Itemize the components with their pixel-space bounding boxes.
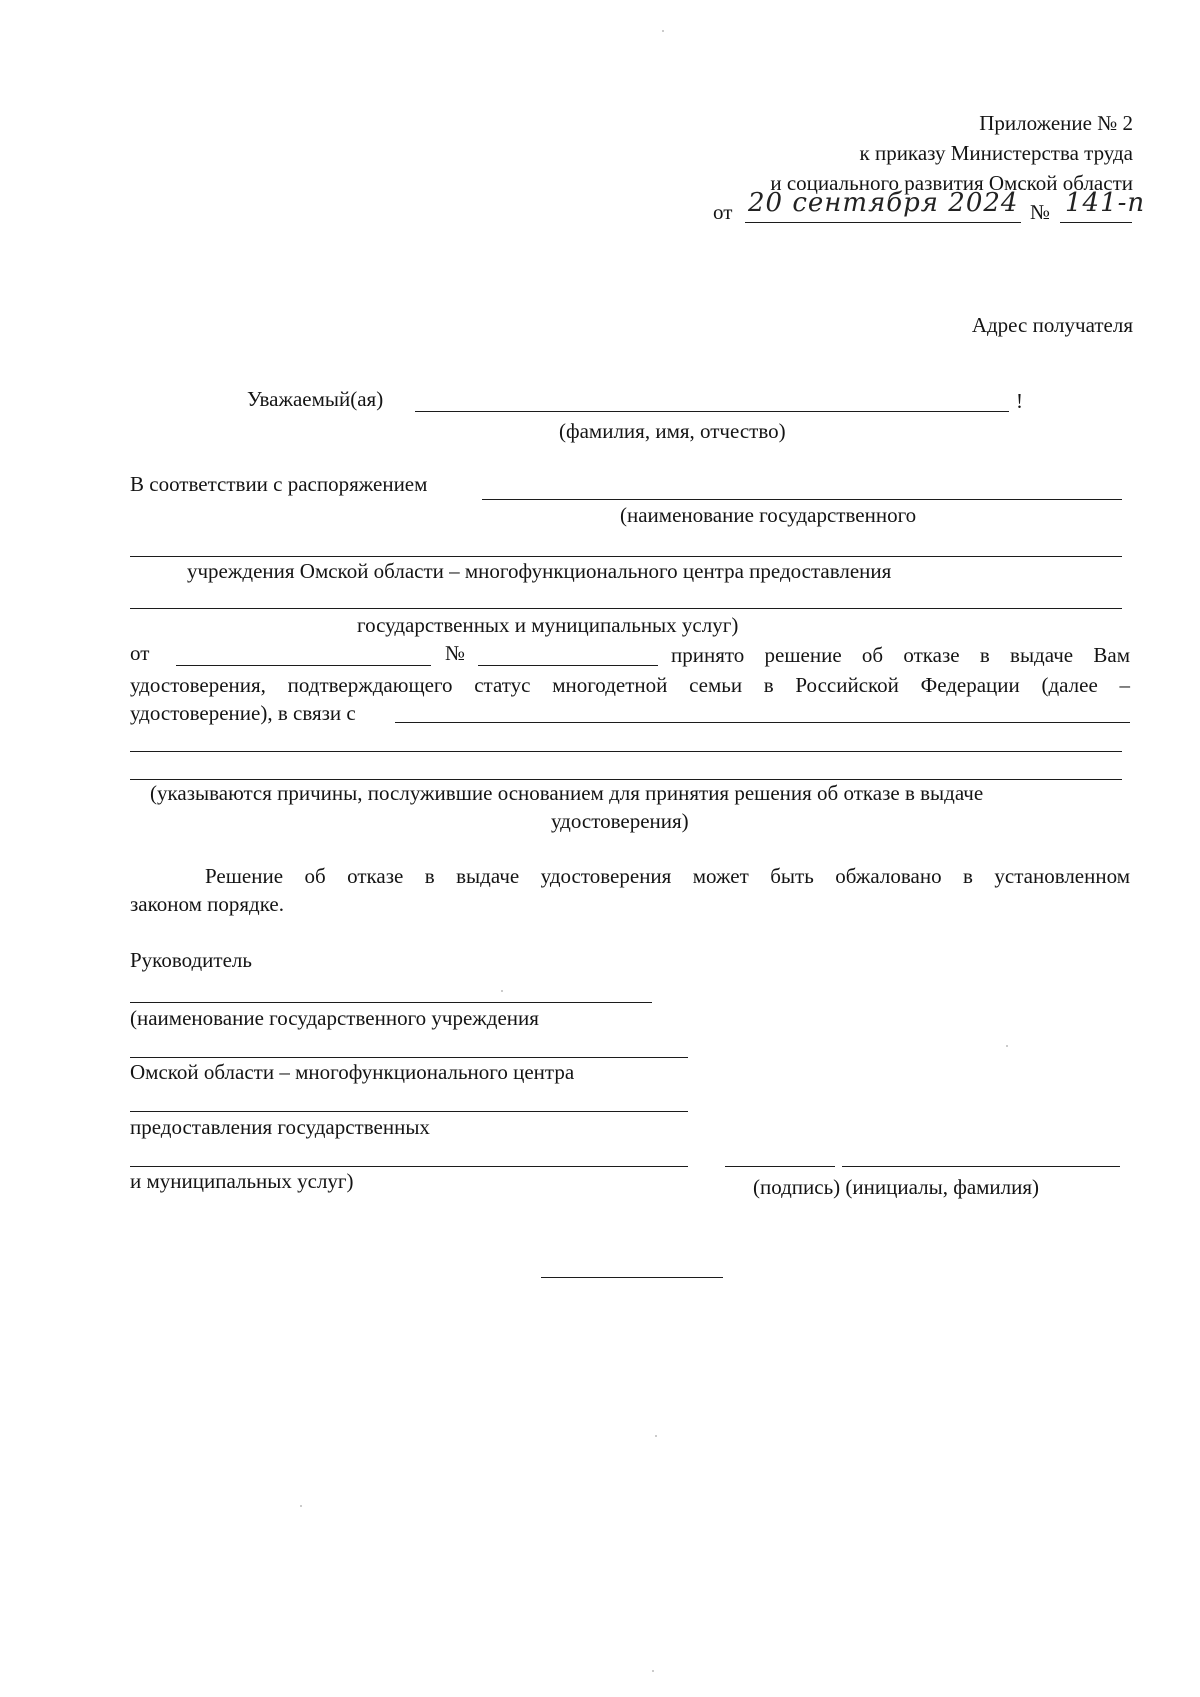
full-name-caption: (фамилия, имя, отчество): [559, 419, 786, 443]
reason-line-3: [130, 779, 1122, 780]
reasons-caption-1: (указываются причины, послужившие основанием для принятия решения об отказе в выдаче: [150, 781, 984, 805]
greeting-label: Уважаемый(ая): [247, 387, 384, 411]
signature-caption: (подпись) (инициалы, фамилия): [753, 1175, 1040, 1199]
scan-speck: [655, 1435, 657, 1437]
greeting-exclamation: !: [1016, 389, 1023, 413]
org-line-4: [130, 1166, 688, 1167]
scan-speck: [501, 990, 503, 992]
decision-number-line: [478, 665, 658, 666]
institution-line-3: [130, 608, 1122, 609]
date-prefix: от: [713, 200, 733, 224]
according-to-text: В соответствии с распоряжением: [130, 472, 428, 496]
number-prefix: №: [1030, 200, 1051, 224]
org-line-2: [130, 1057, 688, 1058]
decision-date-line: [176, 665, 431, 666]
certificate-text: удостоверения, подтверждающего статус многодетной семьи в Российской Федерации (далее –: [130, 673, 1130, 697]
appeal-text-2: законом порядке.: [130, 892, 284, 916]
appeal-text-1: Решение об отказе в выдаче удостоверения может быть обжаловано в установленном: [205, 864, 1130, 888]
full-name-line: [415, 411, 1009, 412]
reason-line-1: [395, 722, 1130, 723]
recipient-address-label: Адрес получателя: [971, 313, 1133, 337]
institution-caption-2: учреждения Омской области – многофункционального центра предоставления: [187, 559, 892, 583]
handwritten-number: 141-п: [1065, 188, 1146, 218]
initials-line: [842, 1166, 1120, 1167]
head-label: Руководитель: [130, 948, 252, 972]
from-label: от: [130, 641, 150, 665]
scan-speck: [652, 1670, 654, 1672]
org-line-1: [130, 1002, 652, 1003]
signature-line: [725, 1166, 835, 1167]
order-reference: к приказу Министерства труда: [859, 141, 1133, 165]
scan-speck: [662, 30, 664, 32]
reason-line-2: [130, 751, 1122, 752]
number-line: [1060, 222, 1132, 223]
scan-speck: [300, 1505, 302, 1507]
closing-separator: [541, 1277, 723, 1278]
ministry-name: и социального развития Омской области: [770, 171, 1133, 195]
date-line: [745, 222, 1021, 223]
org-caption-4: и муниципальных услуг): [130, 1169, 354, 1193]
institution-line-2: [130, 556, 1122, 557]
handwritten-date: 20 сентября 2024: [748, 188, 1019, 218]
org-line-3: [130, 1111, 688, 1112]
institution-caption-3: государственных и муниципальных услуг): [357, 613, 739, 637]
order-line: [482, 499, 1122, 500]
appendix-number: Приложение № 2: [979, 111, 1133, 135]
org-caption-3: предоставления государственных: [130, 1115, 430, 1139]
org-caption-1: (наименование государственного учреждения: [130, 1006, 539, 1030]
decision-text: принято решение об отказе в выдаче Вам: [671, 643, 1130, 667]
reason-intro: удостоверение), в связи с: [130, 701, 356, 725]
reasons-caption-2: удостоверения): [551, 809, 689, 833]
decision-number-label: №: [445, 641, 466, 665]
scan-speck: [1006, 1045, 1008, 1047]
org-caption-2: Омской области – многофункционального центра: [130, 1060, 575, 1084]
institution-caption-1: (наименование государственного: [620, 503, 917, 527]
